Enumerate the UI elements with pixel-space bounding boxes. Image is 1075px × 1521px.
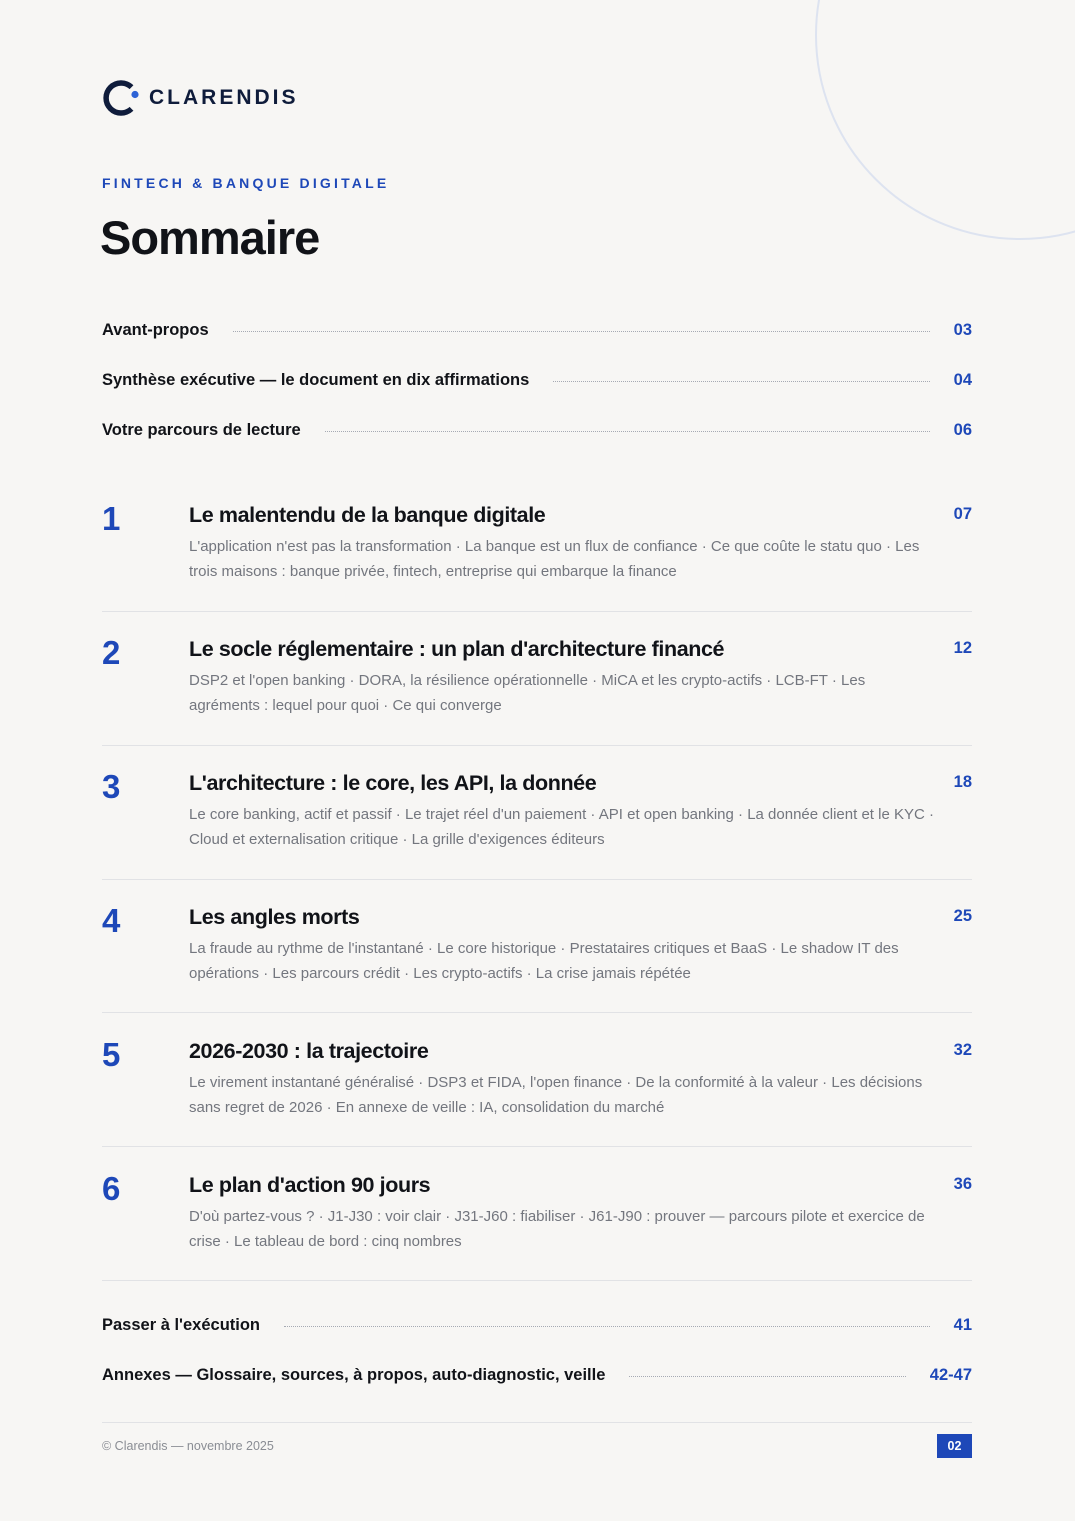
chapter-number: 4 (102, 902, 121, 939)
toc-entry-front-3[interactable] (102, 421, 972, 440)
chapter-divider (102, 745, 972, 746)
toc-leader-dots (284, 1326, 930, 1327)
chapter-number: 1 (102, 500, 121, 537)
toc-entry-label: Annexes — Glossaire, sources, à propos, auto-diagnostic, veille (102, 1366, 606, 1384)
chapter-title: 2026-2030 : la trajectoire (189, 1039, 429, 1063)
decorative-circle (815, 0, 1075, 240)
chapter-page: 25 (953, 907, 972, 925)
brand-header (102, 79, 299, 117)
chapter-title: Le plan d'action 90 jours (189, 1173, 431, 1197)
toc-entry-back-2[interactable] (102, 1366, 972, 1385)
chapter-number: 2 (102, 634, 121, 671)
toc-entry-page: 03 (953, 321, 972, 339)
toc-entry-front-2[interactable] (102, 371, 972, 390)
chapter-description: DSP2 et l'open banking · DORA, la résilience opérationnelle · MiCA et les crypto-actifs · LCB-FT · Les agréments : lequel pour quoi · Ce qui converge (189, 672, 866, 714)
chapter-description: La fraude au rythme de l'instantané · Le core historique · Prestataires critiques et BaaS · Le shadow IT des opérations · Les parcours crédit · Les crypto-actifs · La crise jamais répétée (189, 940, 899, 982)
chapter-title: Le malentendu de la banque digitale (189, 503, 546, 527)
toc-entry-page: 06 (953, 421, 972, 439)
section-kicker: FINTECH & BANQUE DIGITALE (102, 175, 390, 191)
chapter-page: 32 (953, 1041, 972, 1059)
chapter-number: 6 (102, 1170, 121, 1207)
toc-entry-label: Votre parcours de lecture (102, 421, 301, 439)
chapter-description: D'où partez-vous ? · J1-J30 : voir clair · J31-J60 : fiabiliser · J61-J90 : prouver — parcours pilote et exercice de crise · Le tableau de bord : cinq nombres (189, 1208, 925, 1250)
toc-entry-label: Synthèse exécutive — le document en dix affirmations (102, 371, 530, 389)
footer-copyright: © Clarendis — novembre 2025 (102, 1439, 274, 1453)
chapter-description: Le virement instantané généralisé · DSP3 et FIDA, l'open finance · De la conformité à la valeur · Les décisions sans regret de 2026 · En annexe de veille : IA, consolidation du marché (189, 1074, 923, 1116)
footer-divider (102, 1422, 972, 1423)
chapter-page: 36 (953, 1175, 972, 1193)
brand-name: CLARENDIS (149, 86, 299, 109)
chapter-page: 18 (953, 773, 972, 791)
page-title: Sommaire (100, 211, 320, 264)
toc-entry-front-1[interactable] (102, 321, 972, 340)
toc-leader-dots (553, 381, 929, 382)
chapter-description: Le core banking, actif et passif · Le trajet réel d'un paiement · API et open banking · La donnée client et le KYC · Cloud et externalisation critique · La grille d'exigences éditeurs (189, 806, 934, 848)
toc-entry-label: Avant-propos (102, 321, 209, 339)
chapter-number: 5 (102, 1036, 121, 1073)
toc-entry-page: 04 (953, 371, 972, 389)
chapter-page: 07 (953, 505, 972, 523)
toc-leader-dots (629, 1376, 905, 1377)
chapter-title: L'architecture : le core, les API, la donnée (189, 771, 597, 795)
chapter-divider (102, 1012, 972, 1013)
chapter-divider (102, 1146, 972, 1147)
chapter-divider (102, 1280, 972, 1281)
chapter-title: Les angles morts (189, 905, 360, 929)
chapter-divider (102, 611, 972, 612)
chapter-title: Le socle réglementaire : un plan d'architecture financé (189, 637, 725, 661)
toc-entry-back-1[interactable] (102, 1316, 972, 1335)
toc-leader-dots (325, 431, 930, 432)
chapter-description: L'application n'est pas la transformation · La banque est un flux de confiance · Ce que coûte le statu quo · Les trois maisons : banque privée, fintech, entreprise qui embarque la finance (189, 538, 920, 580)
chapter-divider (102, 879, 972, 880)
chapter-number: 3 (102, 768, 121, 805)
toc-entry-label: Passer à l'exécution (102, 1316, 261, 1334)
toc-leader-dots (233, 331, 930, 332)
chapter-page: 12 (953, 639, 972, 657)
toc-entry-page: 42-47 (929, 1366, 972, 1384)
toc-entry-page: 41 (953, 1316, 972, 1334)
page-number-badge: 02 (937, 1434, 972, 1458)
clarendis-c-logo-icon (102, 79, 140, 117)
